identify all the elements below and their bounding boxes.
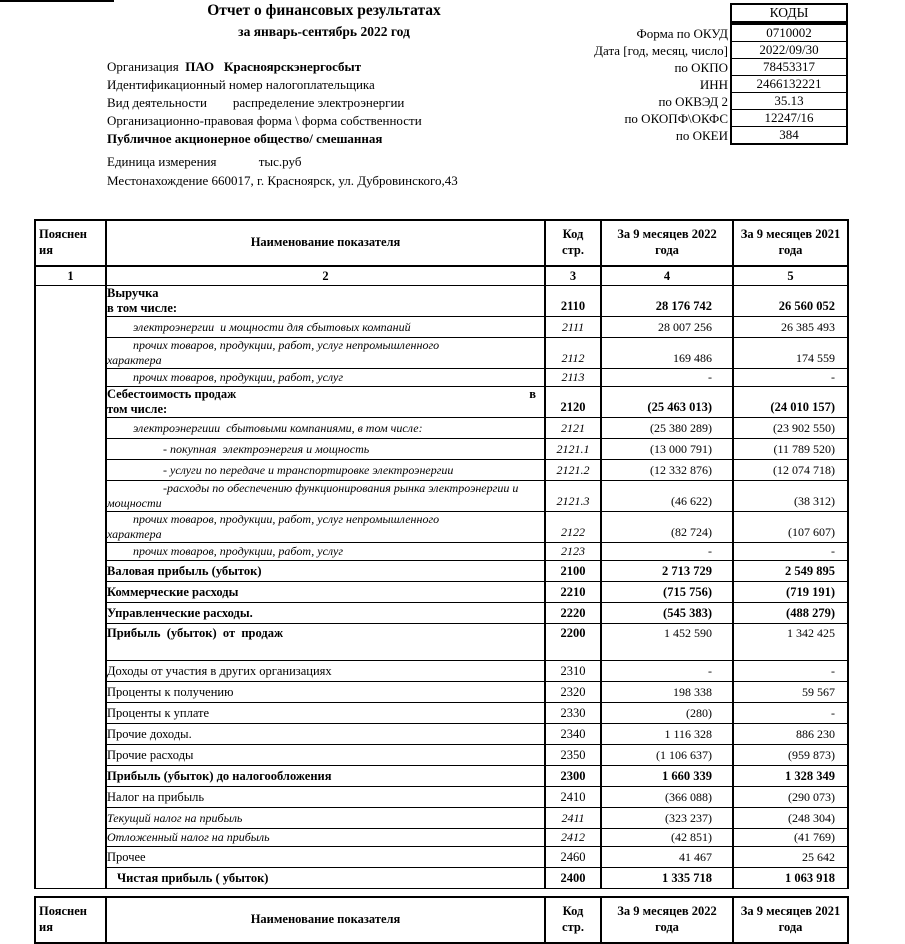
indicator-name-cell bbox=[106, 808, 545, 829]
org-info-text: Организация bbox=[107, 59, 186, 74]
indicator-name-cell bbox=[106, 868, 545, 889]
indicator-name-cell bbox=[106, 829, 545, 847]
indicator-name-cell bbox=[106, 543, 545, 561]
code-row-label: Дата [год, месяц, число] bbox=[594, 43, 728, 58]
value-2021-cell: (23 902 550) bbox=[733, 418, 848, 439]
value-2021-cell: 26 385 493 bbox=[733, 317, 848, 338]
indicator-name-line: прочих товаров, продукции, работ, услуг bbox=[133, 370, 344, 384]
org-info-line bbox=[107, 58, 422, 76]
row-code-cell: 2120 bbox=[545, 387, 601, 418]
unit-of-measure-line: Единица измерения тыс.руб bbox=[107, 154, 302, 169]
codes-label-column bbox=[594, 25, 728, 144]
indicator-name-line: Налог на прибыль bbox=[107, 789, 205, 804]
value-2022-cell: (42 851) bbox=[601, 829, 733, 847]
value-2022-cell: 41 467 bbox=[601, 847, 733, 868]
value-2022-cell: - bbox=[601, 369, 733, 387]
indicator-name-cell bbox=[106, 703, 545, 724]
value-2022-cell: 1 335 718 bbox=[601, 868, 733, 889]
indicator-name-line: в том числе: bbox=[107, 301, 178, 315]
value-2022-cell: 2 713 729 bbox=[601, 561, 733, 582]
next-header-code bbox=[545, 897, 601, 943]
value-2021-cell: - bbox=[733, 543, 848, 561]
value-2022-cell: (25 463 013) bbox=[601, 387, 733, 418]
row-code-cell: 2460 bbox=[545, 847, 601, 868]
row-code-cell: 2121.3 bbox=[545, 481, 601, 512]
row-code-cell: 2121 bbox=[545, 418, 601, 439]
row-code-cell: 2200 bbox=[545, 624, 601, 661]
indicator-name-line: Проценты к уплате bbox=[107, 705, 210, 720]
code-row-value: 2022/09/30 bbox=[732, 41, 846, 58]
indicator-name-line: Чистая прибыль ( убыток) bbox=[117, 870, 269, 885]
row-2121.3 bbox=[35, 481, 848, 512]
location-line: Местонахождение 660017, г. Красноярск, ул. Дубровинского,43 bbox=[107, 173, 458, 188]
row-code-cell: 2121.1 bbox=[545, 439, 601, 460]
next-table-header-row bbox=[35, 897, 848, 943]
org-info-bold-text: ПАО Красноярскэнергосбыт bbox=[185, 59, 362, 74]
income-statement-table bbox=[34, 219, 849, 889]
column-numbering-row bbox=[35, 266, 848, 286]
row-2110 bbox=[35, 286, 848, 317]
value-2022-cell: 169 486 bbox=[601, 338, 733, 369]
row-code-cell: 2210 bbox=[545, 582, 601, 603]
row-code-cell: 2121.2 bbox=[545, 460, 601, 481]
value-2022-cell: (12 332 876) bbox=[601, 460, 733, 481]
indicator-name-cell bbox=[106, 286, 545, 317]
row-2100 bbox=[35, 561, 848, 582]
row-2123 bbox=[35, 543, 848, 561]
value-2021-cell: - bbox=[733, 661, 848, 682]
indicator-name-cell bbox=[106, 481, 545, 512]
indicator-name-cell bbox=[106, 317, 545, 338]
row-2330 bbox=[35, 703, 848, 724]
indicator-name-line: электроэнергиии сбытовыми компаниями, в том числе: bbox=[133, 420, 423, 435]
next-header-period-2022: За 9 месяцев 2022 года bbox=[601, 897, 733, 943]
value-2021-cell: 59 567 bbox=[733, 682, 848, 703]
row-code-cell: 2220 bbox=[545, 603, 601, 624]
next-header-code-line2: стр. bbox=[562, 920, 584, 934]
row-2121.1 bbox=[35, 439, 848, 460]
row-code-cell: 2400 bbox=[545, 868, 601, 889]
value-2022-cell: (545 383) bbox=[601, 603, 733, 624]
row-2113 bbox=[35, 369, 848, 387]
next-header-explanations-line1: Пояснен bbox=[39, 904, 87, 919]
value-2022-cell: - bbox=[601, 543, 733, 561]
column-number-2: 2 bbox=[106, 266, 545, 286]
value-2022-cell: (366 088) bbox=[601, 787, 733, 808]
indicator-name-cell bbox=[106, 460, 545, 481]
row-code-cell: 2340 bbox=[545, 724, 601, 745]
indicator-name-cell bbox=[106, 582, 545, 603]
row-2300 bbox=[35, 766, 848, 787]
org-info-line bbox=[107, 112, 422, 130]
row-2400 bbox=[35, 868, 848, 889]
value-2021-cell: 1 342 425 bbox=[733, 624, 848, 661]
value-2021-cell: - bbox=[733, 703, 848, 724]
code-row-label: по ОКОПФ\ОКФС bbox=[624, 111, 728, 126]
indicator-name-line: Прочее bbox=[107, 849, 146, 864]
row-code-cell: 2412 bbox=[545, 829, 601, 847]
indicator-name-cell bbox=[106, 724, 545, 745]
indicator-name-line: Проценты к получению bbox=[107, 684, 234, 699]
row-2122 bbox=[35, 512, 848, 543]
value-2022-cell: (280) bbox=[601, 703, 733, 724]
row-code-cell: 2310 bbox=[545, 661, 601, 682]
value-2021-cell: (488 279) bbox=[733, 603, 848, 624]
next-header-indicator: Наименование показателя bbox=[106, 897, 545, 943]
code-row-value: 2466132221 bbox=[732, 75, 846, 92]
codes-box-title: КОДЫ bbox=[730, 3, 848, 23]
next-header-explanations-line2: ия bbox=[39, 920, 53, 934]
row-2120 bbox=[35, 387, 848, 418]
indicator-name-cell bbox=[106, 561, 545, 582]
next-table-header bbox=[35, 897, 848, 943]
org-info-text: Организационно-правовая форма \ форма собственности bbox=[107, 113, 422, 128]
value-2021-cell: (290 073) bbox=[733, 787, 848, 808]
indicator-name-line: -расходы по обеспечению функционирования рынка электроэнергии и bbox=[163, 481, 519, 495]
value-2021-cell: (11 789 520) bbox=[733, 439, 848, 460]
header-code-line1: Код bbox=[562, 227, 584, 242]
row-2111 bbox=[35, 317, 848, 338]
row-2340 bbox=[35, 724, 848, 745]
explanations-cell bbox=[35, 286, 106, 889]
report-title: Отчет о финансовых результатах bbox=[207, 2, 441, 19]
row-2121.2 bbox=[35, 460, 848, 481]
row-code-cell: 2123 bbox=[545, 543, 601, 561]
value-2022-cell: (715 756) bbox=[601, 582, 733, 603]
row-2220 bbox=[35, 603, 848, 624]
value-2021-cell: (38 312) bbox=[733, 481, 848, 512]
row-code-cell: 2300 bbox=[545, 766, 601, 787]
code-row-value: 384 bbox=[732, 126, 846, 143]
header-code bbox=[545, 220, 601, 266]
value-2021-cell: - bbox=[733, 369, 848, 387]
indicator-name-cell bbox=[106, 512, 545, 543]
code-row-label: по ОКВЭД 2 bbox=[658, 94, 728, 109]
column-number-5: 5 bbox=[733, 266, 848, 286]
code-row-value: 35.13 bbox=[732, 92, 846, 109]
next-header-explanations bbox=[35, 897, 106, 943]
indicator-name-line: характера bbox=[107, 527, 162, 541]
indicator-name-line: электроэнергии и мощности для сбытовых компаний bbox=[133, 319, 411, 334]
value-2021-cell: 2 549 895 bbox=[733, 561, 848, 582]
indicator-name-cell bbox=[106, 787, 545, 808]
row-2210 bbox=[35, 582, 848, 603]
header-period-2022: За 9 месяцев 2022 года bbox=[601, 220, 733, 266]
row-2411 bbox=[35, 808, 848, 829]
indicator-name-tail: в bbox=[529, 387, 536, 401]
indicator-name-line: Валовая прибыль (убыток) bbox=[107, 563, 262, 578]
value-2022-cell: (46 622) bbox=[601, 481, 733, 512]
row-code-cell: 2320 bbox=[545, 682, 601, 703]
org-info-text: Идентификационный номер налогоплательщика bbox=[107, 77, 375, 92]
indicator-name-line: Управленческие расходы. bbox=[107, 605, 253, 620]
codes-box-values bbox=[730, 23, 848, 145]
value-2021-cell: 1 063 918 bbox=[733, 868, 848, 889]
indicator-name-line: Отложенный налог на прибыль bbox=[107, 830, 270, 844]
code-row-label: ИНН bbox=[699, 77, 728, 92]
header-explanations-line1: Пояснен bbox=[39, 227, 87, 242]
value-2022-cell: (82 724) bbox=[601, 512, 733, 543]
indicator-name-cell bbox=[106, 745, 545, 766]
indicator-name-cell bbox=[106, 661, 545, 682]
indicator-name-line: прочих товаров, продукции, работ, услуг bbox=[133, 544, 344, 558]
value-2021-cell: 174 559 bbox=[733, 338, 848, 369]
table-body bbox=[35, 286, 848, 889]
column-number-1: 1 bbox=[35, 266, 106, 286]
next-header-code-line1: Код bbox=[562, 904, 584, 919]
table-header bbox=[35, 220, 848, 286]
indicator-name-cell bbox=[106, 338, 545, 369]
codes-box bbox=[730, 3, 848, 145]
indicator-name-line: Себестоимость продаж в bbox=[107, 387, 536, 401]
indicator-name-cell bbox=[106, 418, 545, 439]
value-2021-cell: 26 560 052 bbox=[733, 286, 848, 317]
indicator-name-line: Доходы от участия в других организациях bbox=[107, 663, 332, 678]
indicator-name-cell bbox=[106, 682, 545, 703]
row-2310 bbox=[35, 661, 848, 682]
value-2021-cell: 25 642 bbox=[733, 847, 848, 868]
value-2022-cell: - bbox=[601, 661, 733, 682]
header-code-line2: стр. bbox=[562, 243, 584, 257]
column-number-4: 4 bbox=[601, 266, 733, 286]
indicator-name-line: - покупная электроэнергия и мощность bbox=[163, 441, 370, 456]
indicator-name-line: Прибыль (убыток) до налогообложения bbox=[107, 768, 332, 783]
indicator-name-line: Прочие доходы. bbox=[107, 726, 192, 741]
indicator-name-cell bbox=[106, 847, 545, 868]
indicator-name-line: характера bbox=[107, 353, 162, 367]
indicator-name-line: мощности bbox=[107, 496, 162, 510]
organization-info bbox=[107, 58, 422, 148]
value-2022-cell: 1 116 328 bbox=[601, 724, 733, 745]
row-2121 bbox=[35, 418, 848, 439]
code-row-label: по ОКПО bbox=[674, 60, 728, 75]
code-row-value: 0710002 bbox=[766, 25, 812, 40]
value-2021-cell: (719 191) bbox=[733, 582, 848, 603]
org-info-line bbox=[107, 130, 422, 148]
value-2022-cell: (13 000 791) bbox=[601, 439, 733, 460]
row-code-cell: 2122 bbox=[545, 512, 601, 543]
row-2410 bbox=[35, 787, 848, 808]
value-2022-cell: 1 660 339 bbox=[601, 766, 733, 787]
report-period: за январь-сентябрь 2022 год bbox=[238, 24, 410, 39]
indicator-name-line: Коммерческие расходы bbox=[107, 584, 239, 599]
row-code-cell: 2110 bbox=[545, 286, 601, 317]
value-2021-cell: (41 769) bbox=[733, 829, 848, 847]
header-explanations-line2: ия bbox=[39, 243, 53, 257]
row-code-cell: 2411 bbox=[545, 808, 601, 829]
indicator-name-line: прочих товаров, продукции, работ, услуг непромышленного bbox=[133, 512, 440, 526]
row-2320 bbox=[35, 682, 848, 703]
value-2022-cell: 28 176 742 bbox=[601, 286, 733, 317]
next-page-table bbox=[34, 896, 849, 944]
indicator-name-cell bbox=[106, 439, 545, 460]
value-2022-cell: 28 007 256 bbox=[601, 317, 733, 338]
indicator-name-line: - услуги по передаче и транспортировке электроэнергии bbox=[163, 462, 454, 477]
org-info-line bbox=[107, 76, 422, 94]
org-info-bold-text: Публичное акционерное общество/ смешанная bbox=[107, 131, 383, 146]
row-code-cell: 2330 bbox=[545, 703, 601, 724]
value-2022-cell: (1 106 637) bbox=[601, 745, 733, 766]
value-2021-cell: (24 010 157) bbox=[733, 387, 848, 418]
indicator-name-line: Прочие расходы bbox=[107, 747, 194, 762]
indicator-name-line: Выручка bbox=[107, 286, 159, 300]
value-2022-cell: (323 237) bbox=[601, 808, 733, 829]
value-2022-cell: 198 338 bbox=[601, 682, 733, 703]
row-code-cell: 2100 bbox=[545, 561, 601, 582]
indicator-name-line: прочих товаров, продукции, работ, услуг непромышленного bbox=[133, 338, 440, 352]
column-number-3: 3 bbox=[545, 266, 601, 286]
row-code-cell: 2350 bbox=[545, 745, 601, 766]
indicator-name-cell bbox=[106, 603, 545, 624]
indicator-name-cell bbox=[106, 624, 545, 661]
value-2021-cell: (12 074 718) bbox=[733, 460, 848, 481]
header-explanations bbox=[35, 220, 106, 266]
indicator-name-cell bbox=[106, 369, 545, 387]
indicator-name-cell bbox=[106, 766, 545, 787]
org-info-text: Вид деятельности распределение электроэнергии bbox=[107, 95, 405, 110]
code-row-label: Форма по ОКУД bbox=[636, 26, 728, 41]
indicator-name-cell bbox=[106, 387, 545, 418]
indicator-name-line: Текущий налог на прибыль bbox=[107, 810, 243, 825]
code-row-value: 12247/16 bbox=[732, 109, 846, 126]
row-2200 bbox=[35, 624, 848, 661]
row-2112 bbox=[35, 338, 848, 369]
row-code-cell: 2112 bbox=[545, 338, 601, 369]
row-2460 bbox=[35, 847, 848, 868]
row-code-cell: 2410 bbox=[545, 787, 601, 808]
header-indicator: Наименование показателя bbox=[106, 220, 545, 266]
value-2021-cell: 886 230 bbox=[733, 724, 848, 745]
row-2350 bbox=[35, 745, 848, 766]
org-info-line bbox=[107, 94, 422, 112]
value-2021-cell: (959 873) bbox=[733, 745, 848, 766]
row-2412 bbox=[35, 829, 848, 847]
row-code-cell: 2113 bbox=[545, 369, 601, 387]
value-2021-cell: (248 304) bbox=[733, 808, 848, 829]
row-code-cell: 2111 bbox=[545, 317, 601, 338]
next-header-period-2021: За 9 месяцев 2021 года bbox=[733, 897, 848, 943]
value-2021-cell: (107 607) bbox=[733, 512, 848, 543]
indicator-name-line: том числе: bbox=[107, 402, 168, 416]
value-2022-cell: (25 380 289) bbox=[601, 418, 733, 439]
code-row-label: по ОКЕИ bbox=[675, 128, 728, 143]
value-2022-cell: 1 452 590 bbox=[601, 624, 733, 661]
header-row bbox=[35, 220, 848, 266]
code-row-value: 78453317 bbox=[732, 58, 846, 75]
indicator-name-line: Прибыль (убыток) от продаж bbox=[107, 626, 284, 640]
value-2021-cell: 1 328 349 bbox=[733, 766, 848, 787]
header-period-2021: За 9 месяцев 2021 года bbox=[733, 220, 848, 266]
